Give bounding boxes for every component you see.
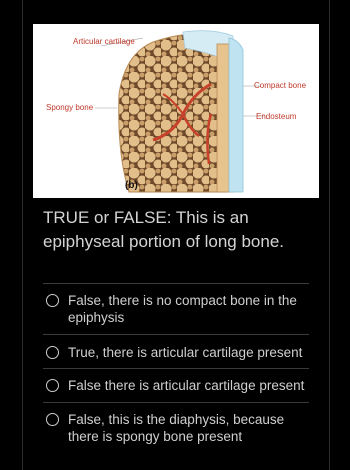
radio-button[interactable] [46, 346, 59, 359]
option-3[interactable] [43, 377, 313, 394]
divider [43, 283, 309, 284]
option-label: False, there is no compact bone in the epiphysis [68, 293, 297, 325]
question-card [22, 0, 330, 470]
option-label: True, there is articular cartilage present [68, 345, 303, 360]
option-1[interactable] [43, 292, 313, 326]
question-text: TRUE or FALSE: This is an epiphyseal portion of long bone. [43, 208, 285, 251]
bone-figure [33, 24, 319, 198]
label-compact-bone: Compact bone [254, 81, 307, 90]
divider [43, 334, 309, 335]
option-label: False there is articular cartilage present [68, 378, 305, 393]
option-label: False, this is the diaphysis, because there is spongy bone present [68, 412, 285, 444]
divider [43, 402, 309, 403]
option-4[interactable] [43, 411, 313, 445]
option-2[interactable] [43, 344, 313, 361]
label-spongy-bone: Spongy bone [46, 103, 94, 112]
radio-button[interactable] [46, 379, 59, 392]
label-articular-cartilage: Articular cartilage [73, 37, 135, 46]
radio-button[interactable] [46, 294, 59, 307]
label-endosteum: Endosteum [256, 112, 297, 121]
radio-button[interactable] [46, 413, 59, 426]
panel-label: (b) [125, 180, 138, 191]
divider [43, 368, 309, 369]
